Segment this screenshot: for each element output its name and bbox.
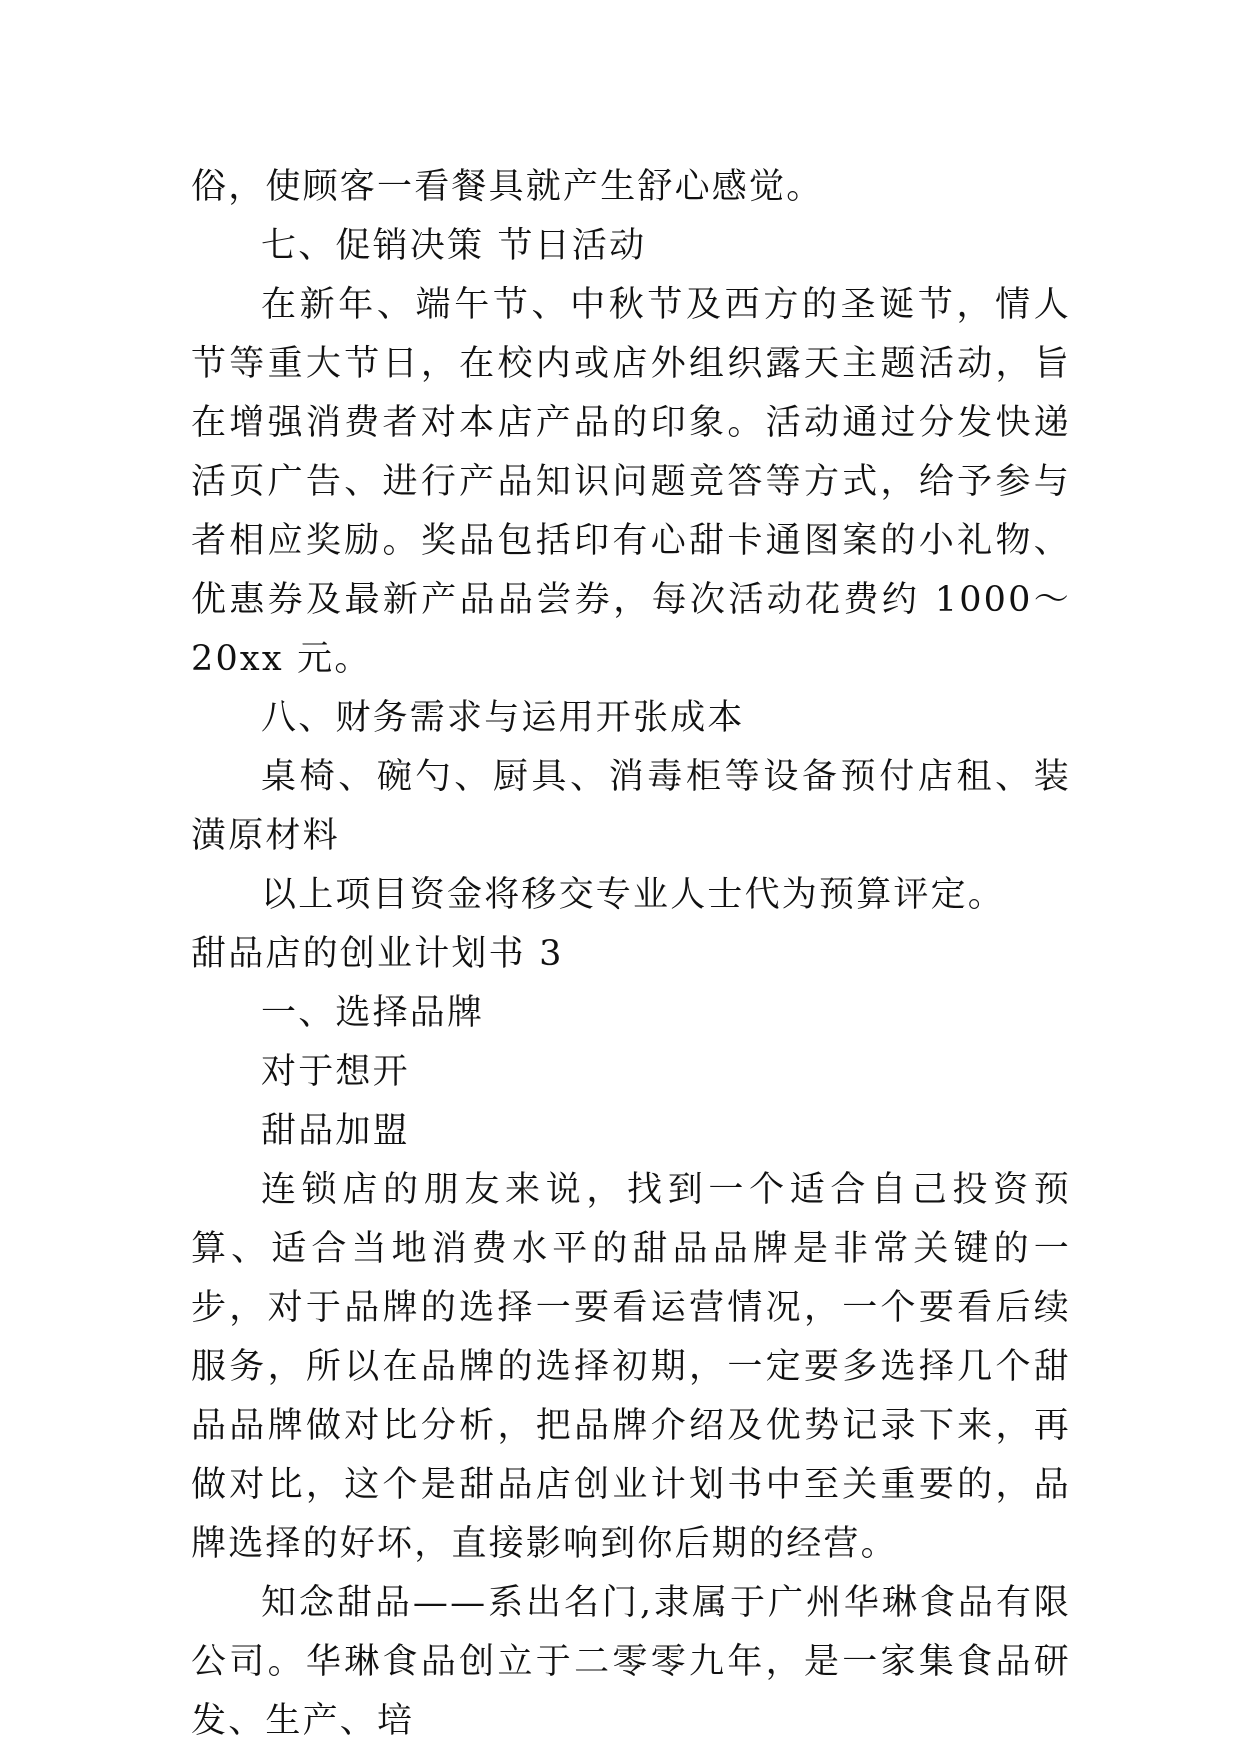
paragraph: 知念甜品——系出名门,隶属于广州华琳食品有限公司。华琳食品创立于二零零九年，是一家集食品研发、生产、培 — [191, 1583, 1071, 1741]
section-heading: 八、财务需求与运用开张成本 — [261, 698, 745, 738]
paragraph: 桌椅、碗勺、厨具、消毒柜等设备预付店租、装潢原材料 — [191, 757, 1071, 856]
paragraph: 对于想开 — [261, 1052, 410, 1092]
document-body — [191, 158, 1071, 1751]
section-heading: 一、选择品牌 — [261, 993, 485, 1033]
document-title: 甜品店的创业计划书 3 — [191, 934, 564, 974]
paragraph: 甜品加盟 — [261, 1111, 410, 1151]
paragraph: 在新年、端午节、中秋节及西方的圣诞节，情人节等重大节日，在校内或店外组织露天主题活动，旨在增强消费者对本店产品的印象。活动通过分发快递活页广告、进行产品知识问题竞答等方式，给予参与者相应奖励。奖品包括印有心甜卡通图案的小礼物、优惠券及最新产品品尝券，每次活动花费约 1000～20xx 元。 — [191, 285, 1071, 679]
section-heading: 七、促销决策 节日活动 — [261, 226, 647, 266]
paragraph: 连锁店的朋友来说，找到一个适合自己投资预算、适合当地消费水平的甜品品牌是非常关键的一步，对于品牌的选择一要看运营情况，一个要看后续服务，所以在品牌的选择初期，一定要多选择几个甜品品牌做对比分析，把品牌介绍及优势记录下来，再做对比，这个是甜品店创业计划书中至关重要的，品牌选择的好坏，直接影响到你后期的经营。 — [191, 1170, 1071, 1564]
paragraph: 俗，使顾客一看餐具就产生舒心感觉。 — [191, 167, 824, 207]
paragraph: 以上项目资金将移交专业人士代为预算评定。 — [261, 875, 1006, 915]
